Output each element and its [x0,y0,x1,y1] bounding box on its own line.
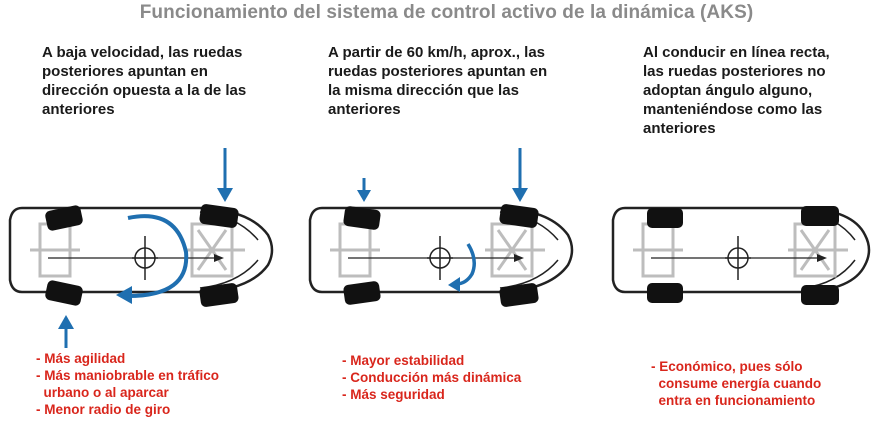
benefit-item: - Conducción más dinámica [342,370,522,385]
benefit-item: - Mayor estabilidad [342,353,465,368]
description-line: anteriores [42,101,115,118]
panel-straight-line [603,0,893,431]
car-top-view-icon [603,140,893,340]
description-line: anteriores [328,101,401,118]
panel-description [643,43,830,138]
rear-left-wheel [647,208,683,228]
benefit-item: entra en funcionamiento [651,393,816,408]
car-top-view-icon [300,140,590,340]
rear-right-wheel [647,283,683,303]
benefit-item: - Más agilidad [36,351,126,366]
panel-low-speed [0,0,290,431]
benefit-item: consume energía cuando [651,376,822,391]
diagram-title: Funcionamiento del sistema de control activo de la dinámica (AKS) [139,2,754,23]
description-line: A baja velocidad, las ruedas [42,44,243,61]
description-line: las ruedas posteriores no [643,63,826,80]
description-line: manteniéndose como las [643,101,823,118]
benefits-list [36,350,219,418]
steering-arrow-icon [217,148,233,202]
benefit-item: - Menor radio de giro [36,402,171,417]
benefit-item: - Económico, pues sólo [651,359,803,374]
benefits-list [651,358,821,409]
benefits-list [342,352,521,403]
front-right-wheel [801,285,839,305]
description-line: la misma dirección que las [328,82,519,99]
benefit-item: urbano o al aparcar [36,385,169,400]
description-line: ruedas posteriores apuntan en [328,63,548,80]
benefit-item: - Más maniobrable en tráfico [36,368,220,383]
panel-high-speed [300,0,590,431]
benefit-item: - Más seguridad [342,387,445,402]
description-line: Al conducir en línea recta, [643,44,830,61]
description-line: dirección opuesta a la de las [42,82,247,99]
description-line: adoptan ángulo alguno, [643,82,813,99]
description-line: A partir de 60 km/h, aprox., las [328,44,546,61]
steering-arrow-icon [58,315,74,348]
description-line: anteriores [643,120,716,137]
steering-arrow-icon [512,148,528,202]
front-left-wheel [801,206,839,226]
car-top-view-icon [0,140,290,340]
panel-description [328,43,547,119]
description-line: posteriores apuntan en [42,63,208,80]
steering-arrow-icon [357,178,371,202]
panel-description [42,43,246,119]
